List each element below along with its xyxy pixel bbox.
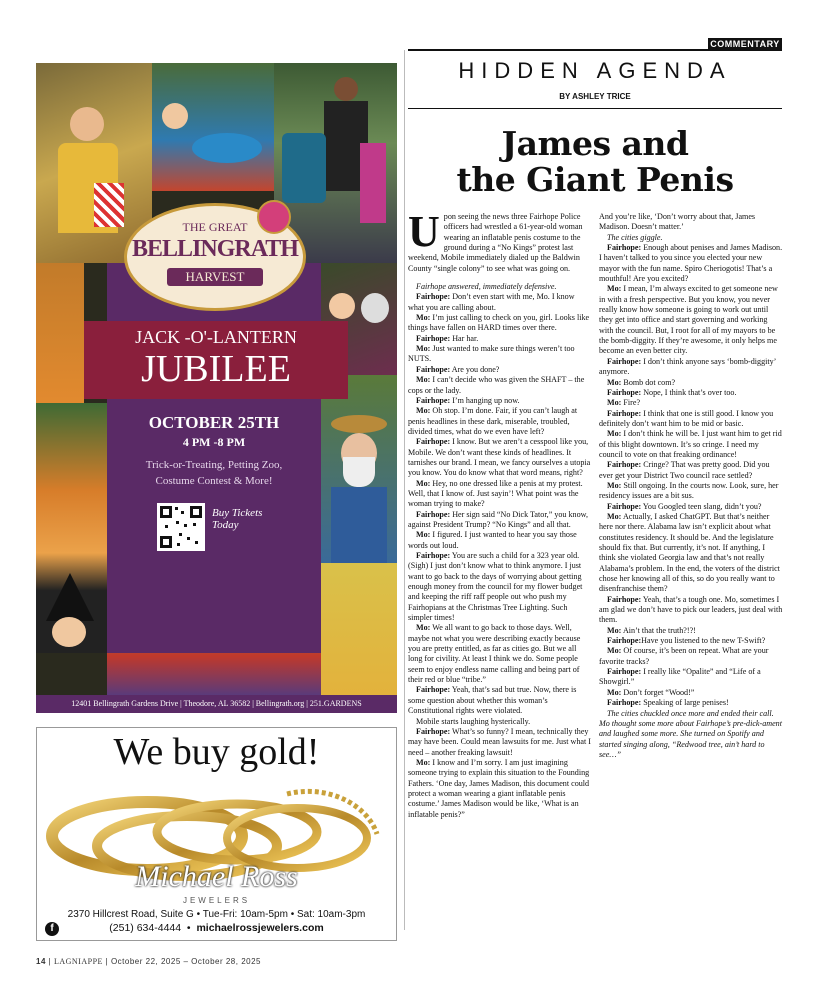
dialogue-text: Enough about penises and James Madison. I haven’t talked to you since you elected your new mayor with the fun name. Spiro Cheriogotis! That’s a mouthful! Are you excited? [599, 243, 783, 284]
narration-italic: Fairhope answered, immediately defensive. [416, 282, 557, 292]
speaker-label: Fairhope: [416, 364, 451, 374]
headline-line-2: the Giant Penis [456, 160, 734, 199]
event-time: 4 PM -8 PM [182, 435, 246, 449]
dialogue-line [408, 510, 592, 531]
speaker-label: Mo: [416, 623, 431, 633]
dialogue-text: Of course, it’s been on repeat. What are your favorite tracks? [599, 646, 769, 666]
dialogue-line [408, 313, 592, 334]
separator-bullet: • [184, 922, 194, 934]
dialogue-text: I’m just calling to check on you, girl. Looks like things have fallen on HARD times over there. [408, 313, 590, 333]
photo-princess-child [321, 563, 397, 695]
photo-witch-child [36, 403, 107, 653]
dialogue-line [408, 727, 592, 758]
speaker-label: Mo: [416, 375, 431, 385]
dialogue-line [408, 375, 592, 396]
speaker-label: Fairhope: [416, 551, 451, 560]
article-column-1 [408, 207, 592, 820]
dialogue-line [408, 396, 592, 406]
brand-subtitle: JEWELERS [182, 896, 251, 905]
narration-paragraph: Mobile starts laughing hysterically. [416, 716, 531, 726]
speaker-label: Fairhope: [416, 685, 451, 695]
speaker-label: Mo: [607, 646, 622, 656]
logo-name: BELLINGRATH [132, 236, 298, 262]
dialogue-text: Bomb dot com? [621, 377, 676, 387]
speaker-label: Mo: [607, 511, 622, 521]
dialogue-text: I know. But we aren’t a cesspool like you, Mobile. We don’t want these kinds of headlines. It tarnishes our brand. I mean, we fancy ourselves a utopia you know. You do know what that word means, right? [408, 437, 591, 478]
dialogue-text: Fire? [621, 398, 641, 408]
dialogue-text: Actually, I asked ChatGPT. But that’s neither here nor there. Alabama law isn’t explicit about what constitutes residency. It should be. And the legislature should fix that. But currently, it’s not. If anything, I think she violated Georgia law and that’s not really Alabama’s problem. In the end, the voters of the district chose her knowing all of this, so do you really want to disenfranchise them? [599, 511, 780, 594]
speaker-label: Mo: [416, 530, 431, 540]
speaker-label: Mo: [607, 480, 622, 490]
dialogue-line [599, 626, 783, 636]
speaker-label: Fairhope: [416, 292, 451, 302]
dialogue-line [599, 243, 783, 284]
footer-separator: | [105, 957, 109, 966]
dialogue-text: I really like “Opalite” and “Life of a Showgirl.” [599, 667, 761, 687]
dialogue-line [599, 357, 783, 378]
dialogue-line [408, 344, 592, 365]
page-number: 14 [36, 957, 46, 966]
paragraph-gap [408, 274, 592, 282]
dialogue-line [408, 365, 592, 375]
dialogue-text: Her sign said “No Dick Tator,” you know, against President Trump? “No Kings” and all that. [408, 509, 588, 529]
website-link[interactable]: michaelrossjewelers.com [196, 922, 324, 934]
dialogue-line [408, 685, 592, 716]
event-date: OCTOBER 25TH [148, 413, 280, 432]
article-column-2 [599, 212, 783, 760]
dialogue-text: Still ongoing. In the courts now. Look, sure, her residency issues are a bit sus. [599, 480, 779, 501]
speaker-label: Mo: [416, 313, 431, 323]
dialogue-text: Nope, I think that’s over too. [641, 387, 737, 397]
photo-pumpkins-left [36, 263, 84, 403]
byline-rule [408, 108, 782, 109]
dialogue-text: I can’t decide who was given the SHAFT – the cops or the lady. [408, 375, 585, 395]
dialogue-text: I don’t think he will be. I just want him to get rid of this blight downtown. It’s so cringe. I need my council to vote on that freaking ordinance! [599, 429, 782, 459]
issue-dates: October 22, 2025 – October 28, 2025 [110, 957, 261, 966]
dialogue-text: Yeah, that’s a tough one. Mo, sometimes I am glad we don’t have to pick our leaders, just deal with them. [599, 594, 783, 625]
dialogue-text: Har har. [450, 333, 479, 343]
dialogue-line [599, 378, 783, 388]
event-activities-line-1: Trick-or-Treating, Petting Zoo, [145, 459, 283, 471]
speaker-label: Fairhope: [607, 594, 642, 604]
dialogue-text: I think that one is still good. I know you definitely don’t want him to be mid or basic. [599, 408, 774, 428]
dialogue-text: Have you listened to the new T-Swift? [641, 636, 766, 646]
dialogue-text: Speaking of large penises! [641, 698, 729, 708]
dialogue-text: Cringe? That was pretty good. Did you ever get your District Two council race settled? [599, 460, 770, 480]
brand-name: Michael Ross [135, 860, 298, 893]
drop-cap: U [408, 207, 440, 256]
photo-farmer-balloons [321, 375, 397, 565]
dialogue-line [408, 406, 592, 437]
dialogue-text: Don’t forget “Wood!” [621, 687, 695, 697]
speaker-label: Fairhope: [607, 667, 642, 677]
dialogue-text: Don’t even start with me, Mo. I know what you are calling about. [408, 292, 575, 312]
top-rule [408, 49, 782, 51]
store-address-hours: 2370 Hillcrest Road, Suite G • Tue-Fri: 10am-5pm • Sat: 10am-3pm [67, 909, 366, 920]
dialogue-text: Oh stop. I’m done. Fair, if you can’t laugh at penis headlines in these dark, miserable, troubled, divided times, what do we even have left? [408, 406, 578, 436]
speaker-label: Mo: [416, 406, 431, 416]
dialogue-line [599, 481, 783, 502]
dialogue-text: Are you done? [450, 364, 500, 374]
speaker-label: Fairhope: [416, 395, 451, 405]
dialogue-text: Ain’t that the truth?!?! [621, 625, 696, 635]
dialogue-text: Hey, no one dressed like a penis at my protest. Well, that I know of. Just sayin’! What point was the woman trying to make? [408, 478, 583, 509]
dialogue-text: You Googled teen slang, didn’t you? [641, 501, 762, 511]
dialogue-line [599, 388, 783, 398]
column-title: HIDDEN AGENDA [458, 58, 732, 83]
dialogue-line [408, 530, 592, 551]
narration-italic: The cities chuckled once more and ended their call. Mo thought some more about Fairhope’s pre-dick-ament and laughed some more. She turned on Spotify and started singing along, “Redwood tree, ain’t hard to see…” [599, 708, 782, 759]
contact-line [37, 922, 396, 934]
dialogue-line [599, 667, 783, 688]
photo-children-play [152, 63, 274, 191]
flower-icon [257, 200, 291, 234]
page-footer [36, 957, 261, 966]
speaker-label: Fairhope: [607, 356, 642, 366]
dialogue-line [408, 479, 592, 510]
dialogue-text: Yeah, that’s sad but true. Now, there is some question about whether this woman’s Constitutional rights were violated. [408, 685, 577, 716]
phone-number[interactable]: (251) 634-4444 [109, 922, 182, 934]
lead-paragraph: pon seeing the news three Fairhope Police officers had wrestled a 61-year-old woman wearing an inflatable penis costume to the ground during a “No Kings” protest last weekend, Mobile immediately dialed up the Baldwin County “single colony” to see what was going on. [408, 212, 583, 273]
speaker-label: Mo: [607, 377, 622, 387]
speaker-label: Mo: [607, 284, 622, 294]
facebook-icon[interactable]: f [45, 922, 59, 936]
dialogue-text: We all want to go back to those days. Well, maybe not what you were describing exactly because you are pretty entitled, as far as cities go. But we all long for civility. At least I think we do. Some people seem to enjoy endless name calling and being part of their red or blue “tribe.” [408, 623, 581, 685]
speaker-label: Mo: [416, 478, 431, 488]
dialogue-text: I don’t think anyone says ‘bomb-diggity’ anymore. [599, 356, 776, 377]
column-divider [404, 50, 405, 930]
narration-italic: The cities giggle. [607, 232, 663, 242]
speaker-label: Fairhope: [607, 698, 642, 708]
byline: BY ASHLEY TRICE [559, 92, 631, 101]
dialogue-line [599, 636, 783, 646]
buy-tickets-line-1: Buy Tickets [212, 507, 263, 519]
footer-separator: | [48, 957, 52, 966]
qr-code-icon[interactable] [157, 503, 205, 551]
logo-harvest: HARVEST [167, 268, 263, 286]
speaker-label: Fairhope: [607, 636, 642, 646]
speaker-label: Mo: [607, 625, 622, 635]
dialogue-line [599, 429, 783, 460]
speaker-label: Fairhope: [607, 501, 642, 511]
buy-tickets-link[interactable] [212, 507, 282, 531]
section-tag: COMMENTARY [708, 38, 782, 50]
dialogue-line [599, 688, 783, 698]
ad-gold-headline: We buy gold! [113, 731, 320, 773]
dialogue-text: I’m hanging up now. [450, 395, 520, 405]
dialogue-line [599, 512, 783, 595]
dialogue-text: You are such a child for a 323 year old. (Sigh) I just don’t know what to think anymore. I just want to go back to the days of worrying about getting enough money from the council for my flower budget and keeping the riff raff people out who push my Fairhopians at the Christmas Tree Lighting. Such simpler times! [408, 551, 583, 623]
dialogue-line [408, 437, 592, 478]
headline [408, 126, 782, 198]
speaker-label: Fairhope: [416, 333, 451, 343]
speaker-label: Fairhope: [416, 437, 451, 447]
dialogue-line [599, 409, 783, 430]
dialogue-line [599, 646, 783, 667]
dialogue-line [408, 551, 592, 623]
event-activities-line-2: Costume Contest & More! [155, 475, 273, 487]
dialogue-line [408, 758, 592, 820]
speaker-label: Mo: [607, 687, 622, 697]
buy-tickets-line-2: Today [212, 519, 239, 531]
dialogue-text: I mean, I’m always excited to get someone new in with a fresh perspective. But you know, you never really know how someone is going to work out until they get into office and start governing and working with the council. But, I root for all of my mayors to be the bomb-diggity. If they’re awesome, it only helps me become an even better city. [599, 284, 778, 356]
dialogue-line [408, 623, 592, 685]
event-title-line-2: JUBILEE [141, 348, 291, 390]
speaker-label: Mo: [416, 757, 431, 767]
dialogue-text: I know and I’m sorry. I am just imagining someone trying to explain this situation to the Founding Fathers. ‘One day, James Madison, this document could protect a woman wearing a giant inflatable penis costume.’ James Madison would be like, ‘What is an inflatable penis?” [408, 757, 590, 819]
speaker-label: Fairhope: [416, 726, 451, 736]
headline-line-1: James and [501, 124, 689, 163]
speaker-label: Fairhope: [416, 509, 451, 519]
bellingrath-ad-footer: 12401 Bellingrath Gardens Drive | Theodore, AL 36582 | Bellingrath.org | 251.GARDENS [36, 695, 397, 713]
great-bellingrath-harvest-logo [124, 203, 306, 311]
bellingrath-ad[interactable] [36, 63, 397, 713]
dialogue-line [599, 460, 783, 481]
speaker-label: Fairhope: [607, 387, 642, 397]
event-title-line-1: JACK -O'-LANTERN [135, 327, 297, 347]
logo-the-great: THE GREAT [182, 220, 248, 234]
dialogue-line [599, 698, 783, 708]
dialogue-line [599, 595, 783, 626]
dialogue-line [408, 292, 592, 313]
speaker-label: Fairhope: [607, 460, 642, 470]
dialogue-text: What’s so funny? I mean, technically they may have been. Could mean lawsuits for me. Just what I need – another freaking lawsuit! [408, 726, 591, 757]
dialogue-line [408, 334, 592, 344]
speaker-label: Fairhope: [607, 408, 642, 418]
speaker-label: Mo: [416, 344, 431, 354]
dialogue-line [599, 284, 783, 356]
speaker-label: Fairhope: [607, 243, 642, 253]
narration-paragraph: And you’re like, ‘Don’t worry about that, James Madison. Doesn’t matter.’ [599, 212, 756, 232]
dialogue-text: Just wanted to make sure things weren’t too NUTS. [408, 344, 575, 364]
event-ribbon [84, 321, 348, 399]
dialogue-line [599, 502, 783, 512]
speaker-label: Mo: [607, 429, 622, 439]
publication-name: LAGNIAPPE [53, 957, 103, 966]
speaker-label: Mo: [607, 398, 622, 408]
dialogue-line [599, 398, 783, 408]
dialogue-text: I figured. I just wanted to hear you say those words out loud. [408, 530, 577, 550]
michael-ross-ad[interactable] [36, 727, 397, 941]
